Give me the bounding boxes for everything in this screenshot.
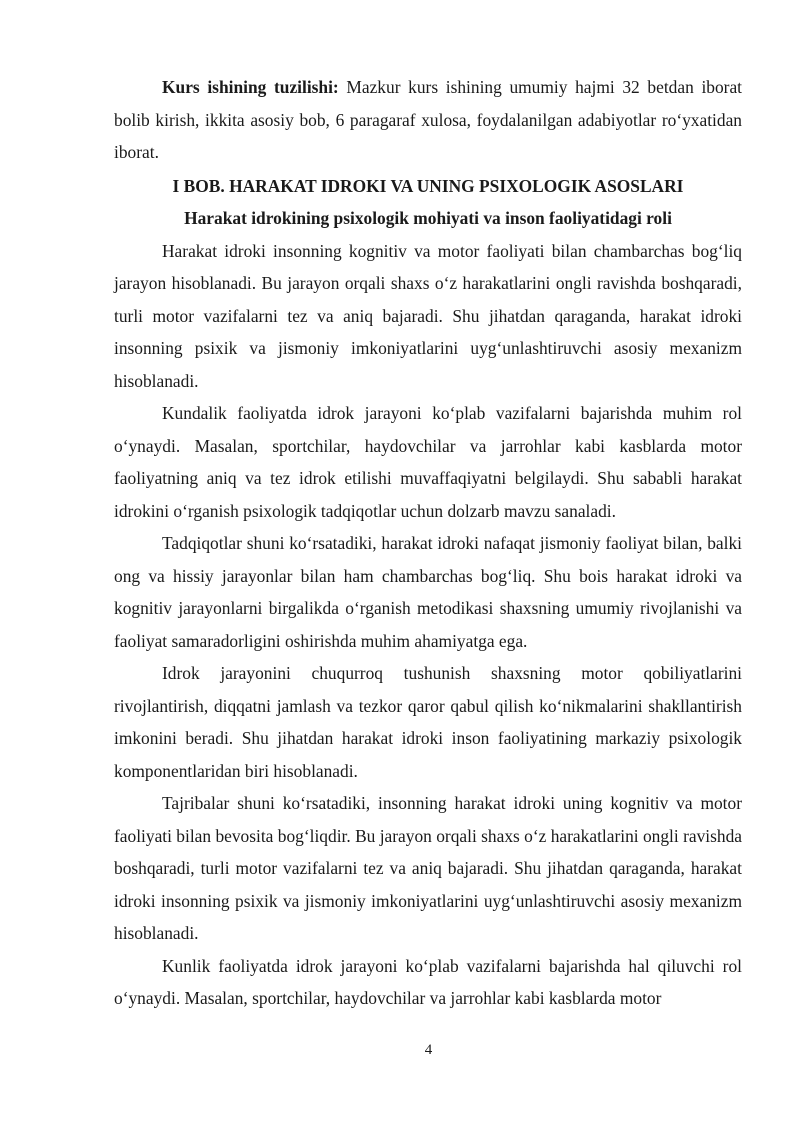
- paragraph-1: Harakat idroki insonning kognitiv va motor faoliyati bilan chambarchas bog‘liq jarayon hisoblanadi. Bu jarayon orqali shaxs o‘z harakatlarini ongli ravishda boshqaradi, turli motor vazifalarni tez va aniq bajaradi. Shu jihatdan qaraganda, harakat idroki insonning psixik va jismoniy imkoniyatlarini uyg‘unlashtiruvchi asosiy mexanizm hisoblanadi.: [114, 240, 742, 391]
- page-number: 4: [424, 1042, 433, 1058]
- document-page: [114, 71, 742, 1015]
- paragraph-3: Tadqiqotlar shuni ko‘rsatadiki, harakat idroki nafaqat jismoniy faoliyat bilan, balki ong va hissiy jarayonlar bilan ham chambarchas bog‘liq. Shu bois harakat idroki va kognitiv jarayonlarni birgalikda o‘rganish metodikasi shaxsning umumiy rivojlanishi va faoliyat samaradorligini oshirishda muhim ahamiyatga ega.: [114, 533, 742, 651]
- section-title: Harakat idrokining psixologik mohiyati va inson faoliyatidagi roli: [184, 208, 672, 228]
- intro-text: Mazkur kurs ishining umumiy hajmi 32 betdan iborat bolib kirish, ikkita asosiy bob, 6 paragaraf xulosa, foydalanilgan adabiyotlar ro‘yxatidan iborat.: [114, 77, 743, 162]
- paragraph-2: Kundalik faoliyatda idrok jarayoni ko‘plab vazifalarni bajarishda muhim rol o‘ynaydi. Masalan, sportchilar, haydovchilar va jarrohlar kabi kasblarda motor faoliyatning aniq va tez idrok etilishi muvaffaqiyatni belgilaydi. Shu sababli harakat idrokini o‘rganish psixologik tadqiqotlar uchun dolzarb mavzu sanaladi.: [114, 403, 742, 521]
- intro-lead: Kurs ishining tuzilishi:: [162, 77, 339, 97]
- paragraph-5: Tajribalar shuni ko‘rsatadiki, insonning harakat idroki uning kognitiv va motor faoliyati bilan bevosita bog‘liqdir. Bu jarayon orqali shaxs o‘z harakatlarini ongli ravishda boshqaradi, turli motor vazifalarni tez va aniq bajaradi. Shu jihatdan qaraganda, harakat idroki insonning psixik va jismoniy imkoniyatlarini uyg‘unlashtiruvchi asosiy mexanizm hisoblanadi.: [114, 793, 742, 943]
- intro-paragraph: [114, 71, 742, 169]
- paragraph-4: Idrok jarayonini chuqurroq tushunish shaxsning motor qobiliyatlarini rivojlantirish, diqqatni jamlash va tezkor qaror qabul qilish ko‘nikmalarini shakllantirish imkonini beradi. Shu jihatdan harakat idroki inson faoliyatining markaziy psixologik komponentlaridan biri hisoblanadi.: [114, 663, 742, 781]
- paragraph-6: Kunlik faoliyatda idrok jarayoni ko‘plab vazifalarni bajarishda hal qiluvchi rol o‘ynaydi. Masalan, sportchilar, haydovchilar va jarrohlar kabi kasblarda motor: [114, 955, 742, 1008]
- chapter-title: I BOB. HARAKAT IDROKI VA UNING PSIXOLOGIK ASOSLARI: [172, 175, 684, 196]
